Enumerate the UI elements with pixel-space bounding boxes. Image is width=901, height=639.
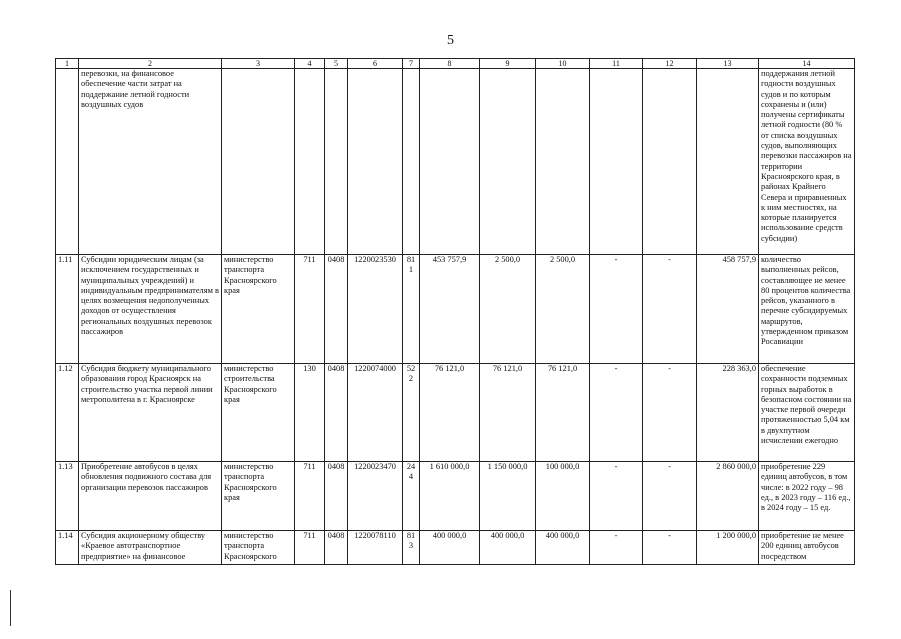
code-grbs: 711 bbox=[295, 462, 325, 531]
col-header-11: 11 bbox=[590, 59, 643, 69]
col-header-9: 9 bbox=[480, 59, 536, 69]
amount-col8: 1 610 000,0 bbox=[420, 462, 480, 531]
amount-col11: - bbox=[590, 364, 643, 462]
table-row bbox=[56, 69, 855, 255]
col-header-5: 5 bbox=[325, 59, 348, 69]
col-header-1: 1 bbox=[56, 59, 79, 69]
code-vr: 813 bbox=[403, 531, 420, 565]
amount-col12: - bbox=[643, 364, 697, 462]
col-header-10: 10 bbox=[536, 59, 590, 69]
code-vr: 522 bbox=[403, 364, 420, 462]
amount-col9: 2 500,0 bbox=[480, 255, 536, 364]
col-header-8: 8 bbox=[420, 59, 480, 69]
col-header-2: 2 bbox=[79, 59, 222, 69]
code-rzpr: 0408 bbox=[325, 531, 348, 565]
code-csr bbox=[348, 69, 403, 255]
code-csr: 1220074000 bbox=[348, 364, 403, 462]
code-rzpr: 0408 bbox=[325, 255, 348, 364]
activity-name: Субсидии юридическим лицам (за исключением государственных и муниципальных учреждений) и индивидуальным предпринимателям в целях возмещения недополученных доходов от осуществления региональных воздушных перевозок пассажиров bbox=[79, 255, 222, 364]
amount-total: 2 860 000,0 bbox=[697, 462, 759, 531]
row-number: 1.14 bbox=[56, 531, 79, 565]
amount-col10 bbox=[536, 69, 590, 255]
row-number: 1.12 bbox=[56, 364, 79, 462]
margin-scan-line bbox=[10, 590, 11, 626]
amount-col12 bbox=[643, 69, 697, 255]
table-row bbox=[56, 531, 855, 565]
amount-col9 bbox=[480, 69, 536, 255]
code-rzpr: 0408 bbox=[325, 462, 348, 531]
amount-col12: - bbox=[643, 531, 697, 565]
code-csr: 1220078110 bbox=[348, 531, 403, 565]
program-activities-table bbox=[55, 58, 855, 565]
row-number: 1.11 bbox=[56, 255, 79, 364]
code-vr: 811 bbox=[403, 255, 420, 364]
expected-result: приобретение не менее 200 единиц автобусов посредством bbox=[759, 531, 855, 565]
col-header-3: 3 bbox=[222, 59, 295, 69]
amount-col12: - bbox=[643, 462, 697, 531]
amount-total: 458 757,9 bbox=[697, 255, 759, 364]
page-number: 5 bbox=[447, 33, 454, 48]
code-vr bbox=[403, 69, 420, 255]
row-number: 1.13 bbox=[56, 462, 79, 531]
activity-name: Приобретение автобусов в целях обновления подвижного состава для организации перевозок пассажиров bbox=[79, 462, 222, 531]
expected-result: поддержания летной годности воздушных судов и по которым сохранены и (или) получены сертификаты летной годности (80 % от списка воздушных судов, выполняющих перевозки пассажиров на территории Красноярского края, в районах Крайнего Севера и приравненных к ним местностях, на которые планируется использование средств субсидии) bbox=[759, 69, 855, 255]
amount-col11: - bbox=[590, 531, 643, 565]
activity-name: Субсидия акционерному обществу «Краевое автотранспортное предприятие» на финансовое bbox=[79, 531, 222, 565]
amount-col10: 400 000,0 bbox=[536, 531, 590, 565]
code-grbs: 711 bbox=[295, 531, 325, 565]
row-number bbox=[56, 69, 79, 255]
amount-col11 bbox=[590, 69, 643, 255]
col-header-12: 12 bbox=[643, 59, 697, 69]
amount-total: 1 200 000,0 bbox=[697, 531, 759, 565]
code-csr: 1220023470 bbox=[348, 462, 403, 531]
code-vr: 244 bbox=[403, 462, 420, 531]
expected-result: приобретение 229 единиц автобусов, в том числе: в 2022 году – 98 ед., в 2023 году – 116 ед., в 2024 году – 15 ед. bbox=[759, 462, 855, 531]
table-row bbox=[56, 364, 855, 462]
amount-col8: 76 121,0 bbox=[420, 364, 480, 462]
col-header-7: 7 bbox=[403, 59, 420, 69]
amount-col11: - bbox=[590, 255, 643, 364]
column-number-row bbox=[56, 59, 855, 69]
col-header-6: 6 bbox=[348, 59, 403, 69]
amount-col10: 100 000,0 bbox=[536, 462, 590, 531]
activity-name: перевозки, на финансовое обеспечение части затрат на поддержание летной годности воздушных судов bbox=[79, 69, 222, 255]
amount-col8 bbox=[420, 69, 480, 255]
code-grbs: 711 bbox=[295, 255, 325, 364]
ministry: министерство транспорта Красноярского края bbox=[222, 255, 295, 364]
code-rzpr bbox=[325, 69, 348, 255]
amount-col12: - bbox=[643, 255, 697, 364]
code-csr: 1220023530 bbox=[348, 255, 403, 364]
ministry bbox=[222, 69, 295, 255]
activity-name: Субсидия бюджету муниципального образования город Красноярск на строительство участка первой линии метрополитена в г. Красноярске bbox=[79, 364, 222, 462]
col-header-4: 4 bbox=[295, 59, 325, 69]
amount-col11: - bbox=[590, 462, 643, 531]
amount-col9: 1 150 000,0 bbox=[480, 462, 536, 531]
code-rzpr: 0408 bbox=[325, 364, 348, 462]
code-grbs: 130 bbox=[295, 364, 325, 462]
ministry: министерство строительства Красноярского края bbox=[222, 364, 295, 462]
table-row bbox=[56, 462, 855, 531]
amount-col9: 76 121,0 bbox=[480, 364, 536, 462]
amount-total: 228 363,0 bbox=[697, 364, 759, 462]
amount-col8: 453 757,9 bbox=[420, 255, 480, 364]
expected-result: количество выполненных рейсов, составляющее не менее 80 процентов количества рейсов, указанного в перечне субсидируемых маршрутов, утвержденном приказом Росавиации bbox=[759, 255, 855, 364]
ministry: министерство транспорта Красноярского bbox=[222, 531, 295, 565]
col-header-14: 14 bbox=[759, 59, 855, 69]
code-grbs bbox=[295, 69, 325, 255]
amount-col10: 76 121,0 bbox=[536, 364, 590, 462]
amount-col10: 2 500,0 bbox=[536, 255, 590, 364]
col-header-13: 13 bbox=[697, 59, 759, 69]
amount-col8: 400 000,0 bbox=[420, 531, 480, 565]
amount-total bbox=[697, 69, 759, 255]
table-row bbox=[56, 255, 855, 364]
expected-result: обеспечение сохранности подземных горных выработок в безопасном состоянии на участке первой очереди протяженностью 5,04 км в двухпутном исчислении ежегодно bbox=[759, 364, 855, 462]
ministry: министерство транспорта Красноярского края bbox=[222, 462, 295, 531]
amount-col9: 400 000,0 bbox=[480, 531, 536, 565]
